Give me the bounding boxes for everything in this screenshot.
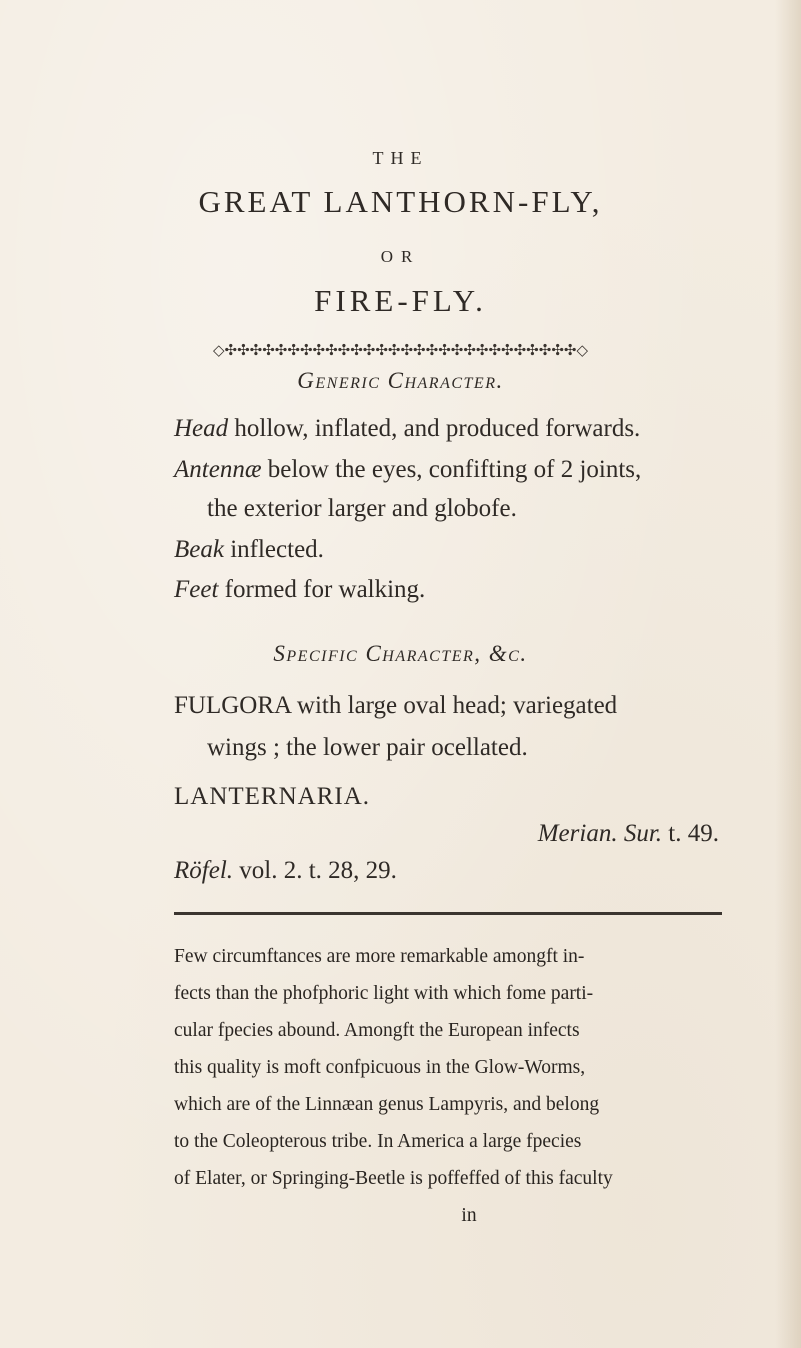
term-head: Head: [174, 415, 229, 442]
text-antennae: below the eyes, confifting of 2 joints,: [261, 456, 642, 483]
title-line-1: GREAT LANTHORN-FLY,: [198, 184, 603, 219]
specific-character-heading: Specific Character, &c.: [273, 641, 528, 666]
paragraph-line: this quality is moft confpicuous in the Glow-Worms,: [174, 1057, 586, 1078]
paragraph-line: fects than the phofphoric light with which fome parti-: [174, 983, 594, 1004]
text-beak: inflected.: [223, 536, 324, 563]
specific-line-1: FULGORA with large oval head; variegated: [174, 692, 618, 719]
paragraph-line: of Elater, or Springing-Beetle is poffeffed of this faculty: [174, 1168, 613, 1189]
generic-item-feet: [174, 576, 425, 604]
section-divider: [174, 912, 722, 915]
paragraph-line: Few circumftances are more remarkable amongft in-: [174, 946, 585, 967]
catchword: in: [461, 1205, 477, 1226]
species-name: LANTERNARIA.: [174, 783, 371, 810]
text-antennae-cont: the exterior larger and globofe.: [207, 495, 517, 522]
generic-item-antennae: [174, 456, 641, 484]
term-antennae: Antennæ: [174, 456, 262, 483]
generic-character-heading: Generic Character.: [297, 368, 504, 393]
generic-item-head: [174, 415, 640, 443]
term-feet: Feet: [174, 576, 219, 603]
paragraph-line: which are of the Linnæan genus Lampyris, and belong: [174, 1094, 600, 1115]
reference-merian: [538, 820, 719, 848]
generic-item-antennae-cont: [207, 495, 517, 523]
term-beak: Beak: [174, 536, 224, 563]
reference-merian-author: Merian. Sur.: [537, 820, 663, 847]
ornament-border: ◇✣✣✣✣✣✣✣✣✣✣✣✣✣✣✣✣✣✣✣✣✣✣✣✣✣✣✣✣◇: [213, 343, 588, 359]
text-feet: formed for walking.: [218, 576, 426, 603]
reference-rosel: [174, 857, 397, 885]
reference-rosel-text: vol. 2. t. 28, 29.: [233, 857, 397, 884]
generic-item-beak: [174, 536, 324, 564]
body-paragraph: [174, 938, 734, 1234]
title-prefix: THE: [372, 148, 429, 168]
title-or: OR: [380, 247, 421, 266]
reference-rosel-author: Röfel.: [174, 857, 234, 884]
paragraph-line: to the Coleopterous tribe. In America a large fpecies: [174, 1131, 582, 1152]
reference-merian-plate: t. 49.: [662, 820, 719, 847]
text-head: hollow, inflated, and produced forwards.: [228, 415, 641, 442]
paragraph-line: cular fpecies abound. Amongft the European infects: [174, 1020, 580, 1041]
specific-line-2: wings ; the lower pair ocellated.: [207, 734, 528, 761]
title-line-2: FIRE-FLY.: [314, 283, 487, 318]
